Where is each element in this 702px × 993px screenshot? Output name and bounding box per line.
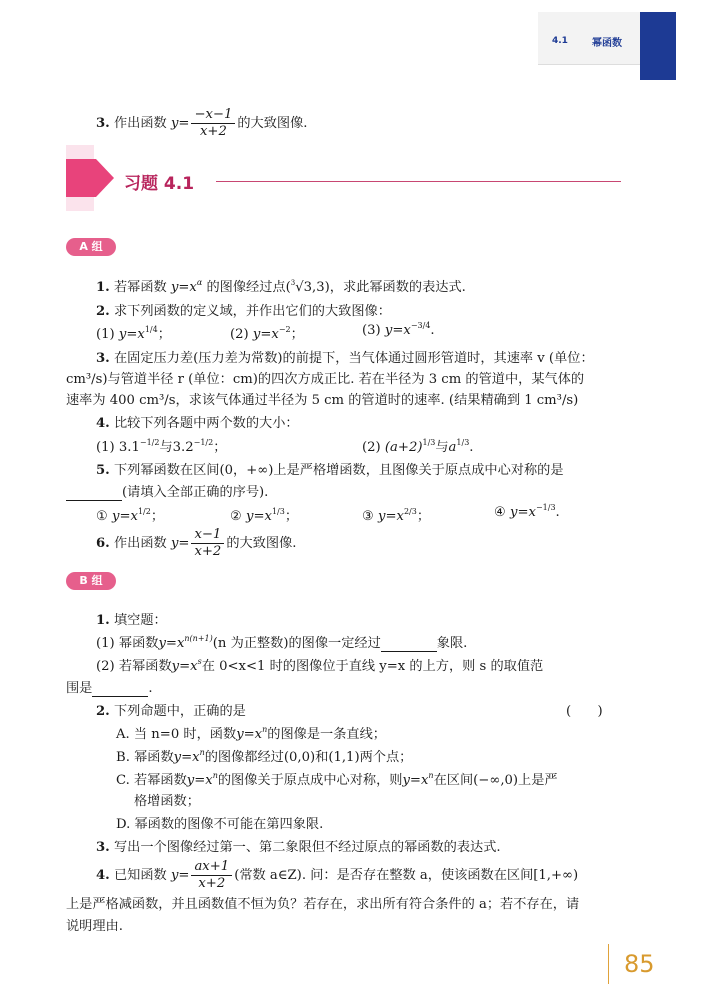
page-number-rule <box>608 944 609 984</box>
b-q3: 3. 写出一个图像经过第一、第二象限但不经过原点的幂函数的表达式. <box>96 840 501 855</box>
a-q6: 6. 作出函数 y= $\frac{x-1}{x+2}$ 的大致图像. <box>96 527 297 559</box>
b-q2-option-d: D. 幂函数的图像不可能在第四象限. <box>116 817 324 832</box>
a-q1: 1. 若幂函数 $y=x^\alpha$ 的图像经过点($^3$√3,3)，求此幂函数的表达式. <box>96 278 466 295</box>
b-q4-line-2: 上是严格减函数，并且函数值不恒为负？若存在，求出所有符合条件的 a；若不存在，请 <box>66 897 580 912</box>
fraction: $\frac{x-1}{x+2}$ <box>191 528 224 559</box>
a-q2: 2. 求下列函数的定义域，并作出它们的大致图像： <box>96 304 391 319</box>
b-q2-option-c: C. 若幂函数$y=x^n$的图像关于原点成中心对称，则$y=x^n$在区间(−∞,0)上是严 <box>116 771 558 788</box>
a-q3-line-2: cm³/s)与管道半径 r (单位：cm)的四次方成正比. 若在半径为 3 cm 的管道中，某气体的 <box>66 372 585 387</box>
a-q4-item-2: (2) $(a+2)^{1/3}$与$a^{1/3}$. <box>362 438 474 455</box>
group-b-tag: B 组 <box>66 572 116 590</box>
a-q5-option-3: ③ $y=x^{2/3}$； <box>362 507 431 524</box>
answer-blank[interactable] <box>66 485 122 501</box>
a-q2-item-1: (1) $y=x^{1/4}$； <box>96 325 171 342</box>
a-q3-line-1: 3. 在固定压力差(压力差为常数)的前提下，当气体通过圆形管道时，其速率 v (单位： <box>96 351 594 366</box>
header-accent-bar <box>640 12 676 80</box>
a-q2-item-3: (3) $y=x^{-3/4}$. <box>362 321 435 338</box>
a-q2-item-2: (2) $y=x^{-2}$； <box>230 325 304 342</box>
fraction: $\frac{ax+1}{x+2}$ <box>191 860 232 891</box>
a-q4-item-1: (1) $3.1^{-1/2}$与$3.2^{-1/2}$； <box>96 438 227 455</box>
header-section-title: 幂函数 <box>592 38 622 49</box>
b-q2-option-b: B. 幂函数$y=x^n$的图像都经过(0,0)和(1,1)两个点； <box>116 748 413 765</box>
a-q5-line-1: 5. 下列幂函数在区间(0，+∞)上是严格增函数，且图像关于原点成中心对称的是 <box>96 463 564 478</box>
item-text: 作出函数 <box>113 115 167 131</box>
item-number: 3. <box>96 115 110 131</box>
b-q1-sub-1: (1) 幂函数$y=x^{n(n+1)}(n$ 为正整数)的图像一定经过 象限. <box>96 634 468 651</box>
a-q3-line-3: 速率为 400 cm³/s，求该气体通过半径为 5 cm 的管道时的速率. (结果精确到 1 cm³/s) <box>66 393 579 408</box>
fraction: $\frac{-x-1}{x+2}$ <box>191 108 235 139</box>
b-q1-sub-2-cont: 围是 . <box>66 681 153 696</box>
a-q5-line-2: (请填入全部正确的序号). <box>66 481 268 501</box>
page-number: 85 <box>624 950 655 978</box>
a-q5-option-1: ① $y=x^{1/2}$； <box>96 507 165 524</box>
top-item-3 <box>96 108 308 139</box>
b-q1: 1. 填空题： <box>96 613 167 628</box>
b-q4-line-3: 说明理由. <box>66 919 123 934</box>
b-q4-line-1: 4. 已知函数 y= $\frac{ax+1}{x+2}$ (常数 a∈Z). 问：是否存在整数 a，使该函数在区间[1,+∞) <box>96 859 579 891</box>
header-section-number: 4.1 <box>552 36 568 46</box>
a-q4: 4. 比较下列各题中两个数的大小： <box>96 416 299 431</box>
exercise-title: 习题 4.1 <box>124 174 195 194</box>
section-arrow-icon <box>62 145 116 211</box>
a-q5-option-2: ② $y=x^{1/3}$； <box>230 507 299 524</box>
b-q2: 2. 下列命题中，正确的是 <box>96 704 246 719</box>
b-q1-sub-2: (2) 若幂函数$y=x^s$在 0<x<1 时的图像位于直线 y=x 的上方，则 s 的取值范 <box>96 657 544 674</box>
title-rule <box>216 181 621 182</box>
b-q2-option-a: A. 当 n=0 时，函数$y=x^n$的图像是一条直线； <box>116 725 386 742</box>
a-q5-option-4: ④ $y=x^{-1/3}$. <box>494 503 560 520</box>
answer-blank[interactable] <box>381 636 437 652</box>
answer-paren[interactable]: ( ) <box>566 704 603 719</box>
math-lhs: y= <box>170 115 190 131</box>
item-text: 的大致图像. <box>237 115 308 131</box>
answer-blank[interactable] <box>92 681 148 697</box>
b-q2-option-c-cont: 格增函数； <box>134 794 200 809</box>
group-a-tag: A 组 <box>66 238 116 256</box>
